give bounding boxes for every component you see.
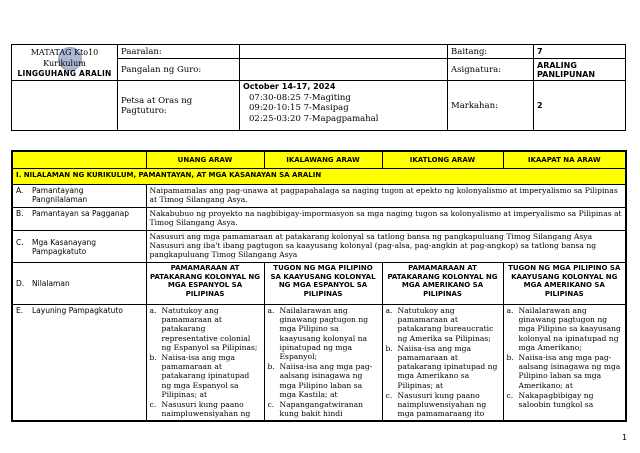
nilalaman-day-2: TUGON NG MGA PILIPINO SA KAAYUSANG KOLONYAL NG MGA ESPANYOL SA PILIPINAS bbox=[264, 263, 382, 305]
section-i-heading: I. NILALAMAN NG KURIKULUM, PAMANTAYAN, AT MGA KASANAYAN SA ARALIN bbox=[12, 169, 626, 185]
objective-item bbox=[385, 306, 500, 343]
objective-text: Naiisa-isa ang mga pamamaraan at patakarang ipinatupad ng mga Espanyol sa Pilipinas; at bbox=[161, 353, 250, 399]
day-header-4: IKAAPAT NA ARAW bbox=[503, 151, 626, 169]
objective-item bbox=[149, 400, 261, 419]
asignatura-value-line1: ARALING bbox=[537, 60, 577, 70]
objective-text: Nailalarawan ang ginawang pagtugon ng mga Pilipino sa kaayusang kolonyal na ipinatupad ng mga Amerikano; bbox=[518, 306, 621, 352]
objective-marker: a. bbox=[385, 306, 393, 315]
objective-item bbox=[506, 353, 623, 390]
row-c-text-2: Nasusuri ang iba't ibang pagtugon sa kaayusang kolonyal (pag-alsa, pag-angkin at pag-angkop) sa tatlong bansa ng pangkapuluang Timog Silangang Asya bbox=[149, 241, 597, 259]
row-d-title: Nilalaman bbox=[32, 279, 70, 288]
row-a-title: Pamantayang Pangnilalaman bbox=[32, 186, 88, 204]
objective-item bbox=[267, 362, 379, 399]
nilalaman-day-4: TUGON NG MGA PILIPINO SA KAAYUSANG KOLONYAL NG MGA AMERIKANO SA PILIPINAS bbox=[503, 263, 626, 305]
day-header-2: IKALAWANG ARAW bbox=[264, 151, 382, 169]
objective-item bbox=[385, 343, 500, 390]
row-c bbox=[12, 231, 626, 263]
layunin-list-4 bbox=[507, 306, 623, 409]
petsa-label: Petsa at Oras ng Pagtuturo: bbox=[118, 81, 240, 131]
layunin-day-1 bbox=[146, 305, 264, 422]
row-b-text: Nakabubuo ng proyekto na nagbibigay-impormasyon sa mga naging tugon sa kolonyalismo at imperyalismo sa Pilipinas at Timog Silangang Asya. bbox=[146, 208, 626, 231]
row-c-title: Mga Kasanayang Pampagkatuto bbox=[32, 237, 96, 256]
nilalaman-day-3: PAMAMARAAN AT PATAKARANG KOLONYAL NG MGA AMERIKANO SA PILIPINAS bbox=[382, 263, 503, 305]
schedule-3: 02:25-03:20 7-Mapagpamahal bbox=[249, 113, 379, 124]
objective-marker: a. bbox=[267, 306, 275, 315]
objective-marker: b. bbox=[385, 343, 393, 353]
day-header-3: IKATLONG ARAW bbox=[382, 151, 503, 169]
objective-marker: c. bbox=[149, 400, 157, 410]
page-number: 1 bbox=[622, 433, 628, 442]
objective-marker: c. bbox=[267, 400, 275, 410]
row-d bbox=[12, 263, 626, 305]
schedule-2: 09:20-10:15 7-Masipag bbox=[249, 103, 349, 113]
objective-marker: a. bbox=[149, 306, 157, 315]
objective-text: Natutukoy ang pamamaraan at patakarang bureaucratic ng Amerika sa Pilipinas; bbox=[397, 306, 494, 343]
guro-label: Pangalan ng Guro: bbox=[118, 59, 240, 81]
nilalaman-day-1: PAMAMARAAN AT PATAKARANG KOLONYAL NG MGA ESPANYOL SA PILIPINAS bbox=[146, 263, 264, 305]
row-b-title: Pamantayan sa Pagganap bbox=[32, 209, 130, 218]
row-b-label bbox=[12, 208, 146, 231]
baitang-label: Baitang: bbox=[448, 45, 534, 59]
objective-item bbox=[506, 390, 623, 410]
objective-marker: c. bbox=[385, 390, 393, 400]
objective-text: Naiisa-isa ang mga pamamaraan at patakarang ipinatupad ng mga Amerikano sa Pilipinas; at bbox=[397, 343, 498, 390]
row-b-letter: B. bbox=[16, 209, 24, 218]
logo-text-line1: MATATAG Kto10 bbox=[30, 48, 99, 57]
layunin-list-3 bbox=[386, 306, 500, 418]
objective-text: Nasusuri kung paano naimpluwensiyahan ng mga pamamaraang ito bbox=[397, 390, 487, 419]
objective-item bbox=[267, 400, 379, 419]
objective-marker: c. bbox=[506, 390, 514, 400]
layunin-day-3 bbox=[382, 305, 503, 422]
asignatura-value-line2: PANLIPUNAN bbox=[537, 69, 596, 79]
row-e-letter: E. bbox=[16, 306, 24, 315]
objective-item bbox=[385, 390, 500, 419]
row-e-label bbox=[12, 305, 146, 422]
guro-value bbox=[240, 59, 448, 81]
paaralan-label: Paaralan: bbox=[118, 45, 240, 59]
objective-text: Naiisa-isa ang mga pag-aalsang isinagawa ng mga Pilipino laban sa mga Kastila; at bbox=[279, 362, 373, 399]
lesson-table bbox=[11, 150, 627, 422]
date-schedule bbox=[240, 81, 448, 131]
date-title: October 14-17, 2024 bbox=[243, 82, 336, 91]
objective-marker: b. bbox=[267, 362, 275, 372]
objective-text: Napangangatwiranan kung bakit hindi bbox=[279, 400, 364, 419]
objective-marker: a. bbox=[506, 306, 514, 315]
objective-text: Natutukoy ang pamamaraan at patakarang representative colonial ng Espanyol sa Pilipinas; bbox=[161, 306, 258, 352]
day-header-1: UNANG ARAW bbox=[146, 151, 264, 169]
objective-text: Nakapagbibigay ng saloobin tungkol sa bbox=[518, 390, 594, 410]
row-c-text bbox=[146, 231, 626, 263]
baitang-value: 7 bbox=[534, 45, 626, 59]
row-c-label bbox=[12, 231, 146, 263]
header-logo-cell bbox=[12, 45, 118, 81]
asignatura-value bbox=[534, 59, 626, 81]
layunin-day-4 bbox=[503, 305, 626, 422]
layunin-list-2 bbox=[268, 306, 379, 418]
document-title: LINGGUHANG ARALIN bbox=[17, 69, 112, 78]
schedule-1: 07:30-08:25 7-Magiting bbox=[249, 92, 351, 103]
row-a bbox=[12, 185, 626, 208]
day-header-row bbox=[12, 151, 626, 169]
header-blank-cell bbox=[12, 81, 118, 131]
objective-item bbox=[506, 306, 623, 352]
row-a-letter: A. bbox=[16, 186, 24, 195]
row-c-letter: C. bbox=[16, 237, 24, 247]
row-e-title: Layuning Pampagkatuto bbox=[32, 306, 123, 315]
objective-text: Naiisa-isa ang mga pag-aalsang isinagawa ng mga Pilipino laban sa mga Amerikano; at bbox=[518, 353, 621, 390]
row-d-label bbox=[12, 263, 146, 305]
section-i-row bbox=[12, 169, 626, 185]
objective-marker: b. bbox=[149, 353, 157, 363]
day-header-blank bbox=[12, 151, 146, 169]
paaralan-value bbox=[240, 45, 448, 59]
objective-text: Nailalarawan ang ginawang pagtugon ng mga Pilipino sa kaayusang kolonyal na ipinatupad ng mga Espanyol; bbox=[279, 306, 369, 362]
objective-text: Nasusuri kung paano naimpluwensiyahan ng bbox=[161, 400, 251, 419]
logo-text-line2: Kurikulum bbox=[43, 59, 86, 68]
markahan-label: Markahan: bbox=[448, 81, 534, 131]
layunin-day-2 bbox=[264, 305, 382, 422]
markahan-value: 2 bbox=[534, 81, 626, 131]
layunin-list-1 bbox=[150, 306, 261, 418]
objective-marker: b. bbox=[506, 353, 514, 363]
row-a-label bbox=[12, 185, 146, 208]
row-d-letter: D. bbox=[16, 279, 25, 288]
row-a-text: Naipamamalas ang pag-unawa at pagpapahalaga sa naging tugon at epekto ng kolonyalismo at imperyalismo sa Pilipinas at Timog Silangang Asya. bbox=[146, 185, 626, 208]
asignatura-label: Asignatura: bbox=[448, 59, 534, 81]
objective-item bbox=[149, 306, 261, 352]
row-b bbox=[12, 208, 626, 231]
objective-item bbox=[149, 353, 261, 399]
row-c-text-1: Nasusuri ang mga pamamaraan at patakarang kolonyal sa tatlong bansa ng pangkapuluang Timog Silangang Asya bbox=[149, 232, 593, 241]
header-table bbox=[11, 44, 626, 131]
row-e bbox=[12, 305, 626, 422]
objective-item bbox=[267, 306, 379, 362]
